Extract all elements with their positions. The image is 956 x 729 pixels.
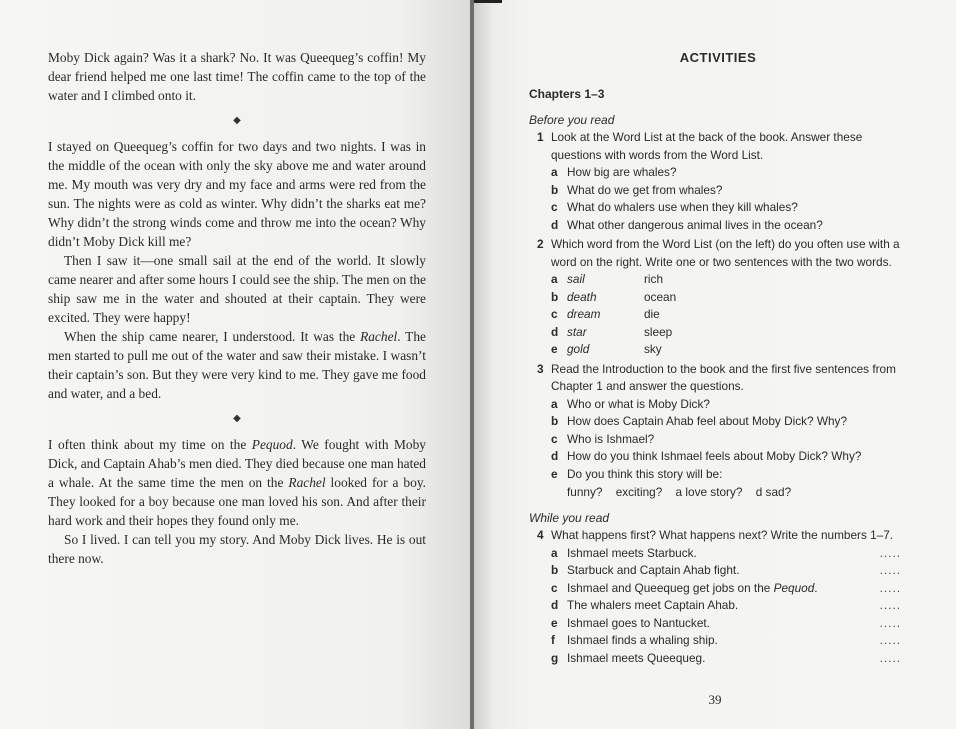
item-text: Ishmael goes to Nantucket.: [567, 615, 710, 630]
item-letter: d: [551, 449, 559, 463]
list-item: [529, 164, 907, 182]
word-pair: [529, 306, 907, 324]
word-right: ocean: [644, 289, 677, 304]
question-4: [529, 527, 907, 545]
word-right: sleep: [644, 324, 673, 339]
item-letter: a: [551, 545, 558, 560]
list-item: [529, 413, 907, 431]
item-text: What other dangerous animal lives in the ocean?: [567, 217, 823, 232]
paragraph-6: So I lived. I can tell you my story. And Moby Dick lives. He is out there now.: [48, 532, 426, 566]
list-item: [529, 597, 907, 615]
list-item: [529, 182, 907, 200]
option: a love story?: [675, 485, 743, 499]
question-3: [529, 361, 907, 396]
item-text: How big are whales?: [567, 165, 677, 179]
item-text: .: [814, 580, 818, 595]
item-text: Ishmael meets Starbuck.: [567, 545, 697, 560]
activities-section: [529, 50, 907, 667]
list-item: [529, 199, 907, 217]
item-letter: g: [551, 650, 559, 665]
answer-dots: .....: [879, 598, 901, 612]
text-span: When the ship came nearer, I understood. It was the: [64, 329, 361, 344]
answer-options: [529, 483, 907, 501]
item-text: Starbuck and Captain Ahab fight.: [567, 563, 740, 577]
item-letter: a: [551, 165, 558, 179]
list-item: [529, 396, 907, 414]
question-text: Look at the Word List at the back of the book. Answer these questions with words from the Word List.: [551, 130, 863, 162]
activities-title: ACTIVITIES: [679, 50, 757, 65]
word-left: gold: [567, 342, 590, 356]
word-left: sail: [567, 272, 585, 286]
paragraph-1: Moby Dick again? Was it a shark? No. It was Queequeg’s coffin! My dear friend helped me one last time! The coffin came to the top of the water and I climbed onto it.: [48, 50, 426, 103]
item-text: What do whalers use when they kill whales?: [567, 200, 798, 214]
word-pair: [529, 289, 907, 307]
paragraph-3: Then I saw it—one small sail at the end of the world. It slowly came nearer and after some hours I could see the ship. The men on the ship saw me in the water and shouted at their captain. They were excited. They were happy!: [48, 253, 426, 325]
paragraph-5: [48, 435, 426, 530]
item-text: Ishmael and Queequeg get jobs on the: [567, 580, 774, 595]
item-text: How does Captain Ahab feel about Moby Dick? Why?: [567, 414, 848, 428]
question-1: [529, 129, 907, 164]
list-item: [529, 580, 907, 598]
item-text: Ishmael meets Queequeg.: [567, 650, 706, 665]
list-item: [529, 217, 907, 235]
answer-dots: .....: [879, 563, 901, 577]
word-left: star: [567, 324, 587, 339]
option: exciting?: [615, 485, 663, 499]
list-item: [529, 562, 907, 580]
word-pair: [529, 271, 907, 289]
list-item: [529, 615, 907, 633]
item-text: Do you think this story will be:: [567, 466, 723, 481]
word-right: sky: [644, 342, 662, 356]
item-letter: b: [551, 289, 559, 304]
question-number: 3: [537, 361, 544, 376]
text-span: looked for a boy. They looked for a boy because one man loved his son. And after their hard work and their hopes they found only me.: [48, 475, 426, 528]
list-item: [529, 632, 907, 650]
while-you-read-heading: While you read: [529, 511, 610, 525]
question-text: What happens first? What happens next? Write the numbers 1–7.: [551, 528, 894, 542]
item-text: Who or what is Moby Dick?: [567, 396, 710, 411]
item-text: The whalers meet Captain Ahab.: [567, 598, 739, 612]
item-letter: b: [551, 563, 559, 577]
story-text: [48, 48, 426, 568]
item-letter: c: [551, 200, 558, 214]
item-letter: b: [551, 182, 559, 197]
answer-dots: .....: [879, 615, 901, 630]
item-letter: e: [551, 466, 558, 481]
item-text: How do you think Ishmael feels about Moby Dick? Why?: [567, 449, 862, 463]
word-left: death: [567, 289, 597, 304]
item-letter: f: [551, 633, 555, 647]
word-left: dream: [567, 307, 601, 321]
item-text: What do we get from whales?: [567, 182, 723, 197]
word-pair: [529, 341, 907, 359]
answer-dots: .....: [879, 650, 901, 665]
question-2: [529, 236, 907, 271]
question-number: 4: [537, 528, 544, 542]
chapter-heading: Chapters 1–3: [529, 87, 605, 101]
list-item: [529, 545, 907, 563]
paragraph-2: I stayed on Queequeg’s coffin for two days and two nights. I was in the middle of the ocean with only the sky above me and water around me. My mouth was very dry and my face and arms were red from the sun. The nights were as cold as winter. Why didn’t the sharks eat me? Why didn’t the strong winds come and throw me into the ocean? Why didn’t Moby Dick kill me?: [48, 139, 426, 249]
ship-name-pequod: Pequod: [251, 437, 293, 452]
text-span: . We fought with Moby Dick, and Captain Ahab’s men died. They died because one man hated a whale. At the same time the men on the: [48, 437, 426, 490]
answer-dots: .....: [879, 545, 901, 560]
ship-name-rachel: Rachel: [360, 329, 398, 344]
list-item: [529, 466, 907, 484]
ship-name-pequod: Pequod: [773, 580, 815, 595]
list-item: [529, 650, 907, 668]
paragraph-4: [48, 327, 426, 403]
list-item: [529, 431, 907, 449]
item-letter: d: [551, 598, 559, 612]
before-you-read-heading: Before you read: [529, 113, 615, 127]
question-text: Which word from the Word List (on the left) do you often use with a word on the right. Write one or two sentences with the two words.: [551, 237, 900, 269]
answer-dots: .....: [879, 580, 901, 595]
item-letter: d: [551, 324, 559, 339]
question-number: 2: [537, 237, 544, 251]
item-letter: c: [551, 431, 558, 446]
word-right: rich: [644, 272, 664, 286]
word-right: die: [644, 307, 660, 321]
section-separator-2: ◆: [233, 413, 241, 424]
item-letter: b: [551, 414, 559, 428]
text-span: . The men started to pull me out of the water and saw their mistake. I wasn’t their captain’s son. But they were very kind to me. They gave me food and water, and a bed.: [48, 329, 426, 401]
item-letter: e: [551, 342, 558, 356]
question-number: 1: [537, 130, 544, 144]
question-text: Read the Introduction to the book and the first five sentences from Chapter 1 and answer the questions.: [551, 361, 896, 393]
item-letter: d: [551, 217, 559, 232]
page-number: 39: [708, 692, 722, 707]
item-letter: a: [551, 272, 558, 286]
option: d sad?: [755, 485, 792, 499]
text-span: I often think about my time on the: [48, 437, 252, 452]
option: funny?: [567, 485, 603, 499]
item-letter: e: [551, 615, 558, 630]
page-edge-mark: [474, 0, 502, 3]
word-pair: [529, 324, 907, 342]
left-page: [0, 0, 470, 729]
item-letter: c: [551, 307, 558, 321]
section-separator-1: ◆: [233, 115, 241, 126]
ship-name-rachel: Rachel: [288, 475, 326, 490]
item-text: Who is Ishmael?: [567, 431, 655, 446]
answer-dots: .....: [879, 633, 901, 647]
item-letter: c: [551, 580, 558, 595]
list-item: [529, 448, 907, 466]
item-letter: a: [551, 396, 558, 411]
item-text: Ishmael finds a whaling ship.: [567, 633, 718, 647]
